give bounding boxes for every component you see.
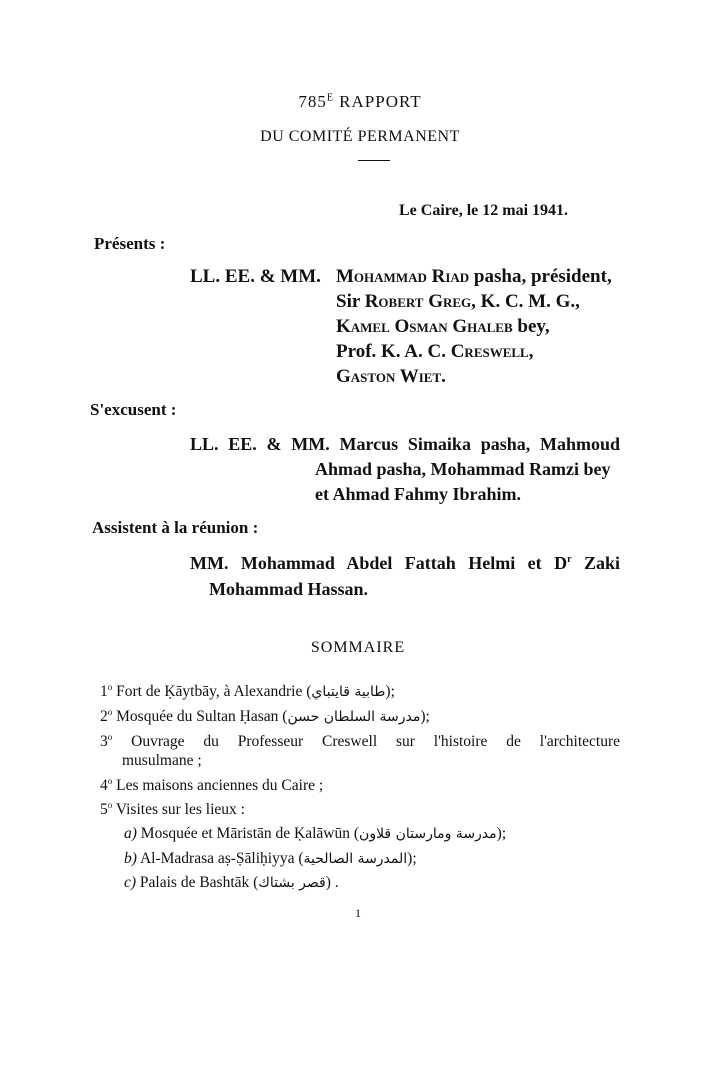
member-name: Creswell <box>450 341 529 362</box>
title-divider <box>358 160 390 161</box>
member-detail: bey, <box>512 316 550 337</box>
item-text: Mosquée et Māristān de Ḳalāwūn ( <box>140 825 360 842</box>
arabic-name: مدرسة ومارستان قلاون <box>359 826 497 842</box>
excusent-line-1: LL. EE. & MM. Marcus Simaika pasha, Mahmoud <box>190 434 620 454</box>
sommaire-item-5 <box>100 800 245 819</box>
member-prefix: Prof. K. A. C. <box>336 341 451 362</box>
member-name: Mohammad Riad <box>336 266 470 287</box>
item-end: ); <box>420 708 430 726</box>
item-text: Ouvrage du Professeur Creswell sur l'histoire de l'architecture <box>131 733 621 751</box>
report-number-suffix: E <box>326 92 334 104</box>
presents-prefix: LL. EE. & MM. <box>190 266 321 287</box>
item-end: ) . <box>325 874 339 891</box>
arabic-name: مدرسة السلطان حسن <box>287 709 421 726</box>
assistent-line-1 <box>190 553 620 574</box>
sommaire-item-1 <box>100 682 395 701</box>
member-detail: , K. C. M. G., <box>471 291 580 312</box>
member-detail: , <box>528 341 534 362</box>
member-detail: . <box>441 366 446 387</box>
member-name: Kamel Osman Ghaleb <box>336 316 513 337</box>
date-line: Le Caire, le 12 mai 1941. <box>399 202 569 219</box>
item-number: 3$^o$ <box>100 732 113 751</box>
arabic-name: المدرسة الصالحية <box>303 851 408 867</box>
arabic-name: قصر بشتاك <box>258 875 326 891</box>
committee-subtitle: DU COMITÉ PERMANENT <box>260 128 460 145</box>
item-text: Fort de Ḳāytbāy, à Alexandrie ( <box>116 683 312 701</box>
sommaire-subitem-b <box>124 850 417 868</box>
sommaire-item-2 <box>100 707 430 726</box>
item-text: Palais de Bashtāk ( <box>139 874 259 891</box>
item-end: ); <box>496 825 507 842</box>
attendee-text: MM. Mohammad Abdel Fattah Helmi et D <box>190 553 568 573</box>
doctor-abbrev: r <box>567 554 572 565</box>
subitem-letter: a) <box>124 825 137 842</box>
report-number: 785 <box>298 92 327 111</box>
member-name: Gaston Wiet <box>336 366 442 387</box>
subitem-letter: b) <box>124 850 137 867</box>
sommaire-subitem-c <box>124 874 339 892</box>
presents-line-3 <box>336 316 550 338</box>
excusent-line-2: Ahmad pasha, Mohammad Ramzi bey <box>315 459 611 479</box>
sommaire-subitem-a <box>124 825 506 843</box>
assistent-line-2: Mohammad Hassan. <box>209 579 369 599</box>
attendee-text: Zaki <box>571 553 620 573</box>
excusent-label: S'excusent : <box>90 400 177 419</box>
subitem-letter: c) <box>124 874 137 891</box>
sommaire-item-3-cont: musulmane ; <box>122 752 202 769</box>
item-text: Visites sur les lieux : <box>115 801 245 819</box>
item-number: 4$^o$ <box>100 776 113 795</box>
member-prefix: Sir <box>336 291 365 312</box>
sommaire-title: SOMMAIRE <box>310 639 406 656</box>
item-number: 5$^o$ <box>100 800 113 819</box>
presents-line-1 <box>336 266 612 288</box>
member-name: Robert Greg <box>364 291 472 312</box>
presents-line-2 <box>336 291 580 313</box>
excusent-line-3: et Ahmad Fahmy Ibrahim. <box>315 484 522 504</box>
item-end: ); <box>407 850 417 867</box>
item-end: ); <box>385 683 395 701</box>
page-number: 1 <box>355 906 361 920</box>
assistent-label: Assistent à la réunion : <box>92 518 259 537</box>
report-number-title <box>0 92 720 112</box>
item-number: 1$^o$ <box>100 682 113 701</box>
member-detail: pasha, président, <box>469 266 612 287</box>
presents-label: Présents : <box>94 234 166 253</box>
sommaire-item-3 <box>100 732 620 751</box>
item-text: Les maisons anciennes du Caire ; <box>116 777 324 795</box>
item-number: 2$^o$ <box>100 707 113 726</box>
sommaire-item-4 <box>100 776 323 795</box>
arabic-name: طابية قايتباي <box>311 684 386 701</box>
item-text: Mosquée du Sultan Ḥasan ( <box>116 708 288 726</box>
presents-line-4 <box>336 341 533 363</box>
presents-line-5 <box>336 366 446 388</box>
item-text: Al-Madrasa aṣ-Ṣāliḥiyya ( <box>139 850 304 867</box>
report-word: RAPPORT <box>339 92 422 111</box>
